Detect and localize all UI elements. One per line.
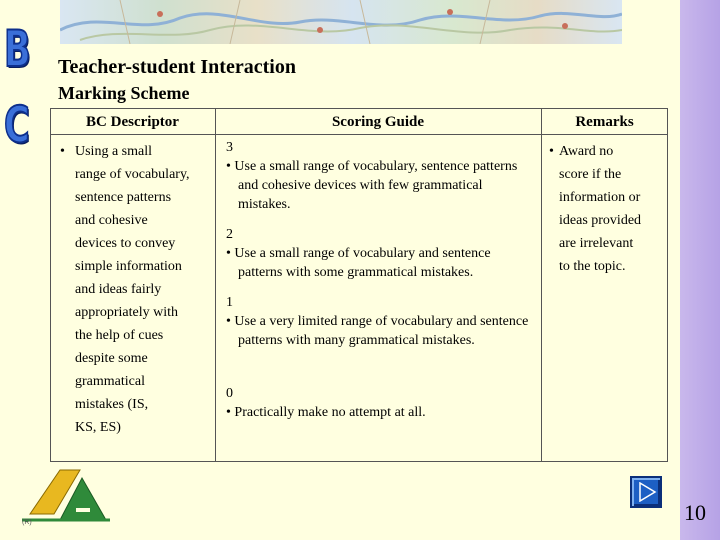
remarks-line: Award no bbox=[559, 144, 614, 159]
score-value: 1 bbox=[226, 295, 233, 310]
score-description: • Use a very limited range of vocabulary and sentence patterns with many grammatical mistakes. bbox=[226, 314, 529, 348]
page-number: 10 bbox=[684, 500, 706, 525]
descriptor-line: simple information bbox=[75, 259, 182, 274]
score-level-2 bbox=[226, 225, 536, 282]
next-slide-button[interactable] bbox=[630, 476, 662, 508]
bullet: • bbox=[549, 144, 554, 159]
bullet: • bbox=[60, 144, 65, 159]
remarks-line: score if the bbox=[559, 167, 622, 182]
decorative-side-strip bbox=[680, 0, 720, 540]
remarks-first-line bbox=[549, 144, 613, 159]
descriptor-line: KS, ES) bbox=[75, 420, 121, 435]
header-bc-descriptor: BC Descriptor bbox=[86, 114, 179, 130]
play-icon bbox=[637, 482, 657, 502]
descriptor-line: appropriately with bbox=[75, 305, 179, 320]
descriptor-line: grammatical bbox=[75, 374, 145, 389]
remarks-line: to the topic. bbox=[559, 259, 626, 274]
table-divider bbox=[215, 108, 216, 462]
score-level-1 bbox=[226, 293, 536, 350]
letter-b: B bbox=[4, 20, 31, 78]
descriptor-line: and ideas fairly bbox=[75, 282, 162, 297]
score-level-3 bbox=[226, 138, 536, 214]
score-description: • Practically make no attempt at all. bbox=[226, 405, 426, 420]
score-description: • Use a small range of vocabulary and sentence patterns with some grammatical mistakes. bbox=[226, 246, 491, 280]
score-value: 3 bbox=[226, 140, 233, 155]
descriptor-line: sentence patterns bbox=[75, 190, 172, 205]
descriptor-line: range of vocabulary, bbox=[75, 167, 190, 182]
score-value: 0 bbox=[226, 386, 233, 401]
score-level-0 bbox=[226, 384, 536, 422]
descriptor-first-line bbox=[60, 144, 152, 159]
descriptor-line: devices to convey bbox=[75, 236, 176, 251]
logo-mark: (R) bbox=[22, 519, 32, 526]
descriptor-line: Using a small bbox=[75, 144, 152, 159]
descriptor-cell bbox=[60, 140, 212, 439]
header-remarks: Remarks bbox=[575, 114, 634, 130]
remarks-line: ideas provided bbox=[559, 213, 642, 228]
score-value: 2 bbox=[226, 227, 233, 242]
descriptor-line: despite some bbox=[75, 351, 148, 366]
page-title: Teacher-student Interaction bbox=[58, 56, 296, 78]
map-banner-image bbox=[60, 0, 622, 44]
table-header-divider bbox=[50, 134, 668, 135]
score-description: • Use a small range of vocabulary, sentence patterns and cohesive devices with few grammatical mistakes. bbox=[226, 159, 518, 212]
ea-logo bbox=[20, 464, 112, 526]
page-subtitle: Marking Scheme bbox=[58, 83, 190, 103]
descriptor-line: and cohesive bbox=[75, 213, 148, 228]
descriptor-line: the help of cues bbox=[75, 328, 164, 343]
table-divider bbox=[541, 108, 542, 462]
header-scoring-guide: Scoring Guide bbox=[331, 114, 425, 130]
descriptor-line: mistakes (IS, bbox=[75, 397, 149, 412]
remarks-cell bbox=[549, 140, 667, 278]
remarks-line: information or bbox=[559, 190, 641, 205]
remarks-line: are irrelevant bbox=[559, 236, 634, 251]
letter-c: C bbox=[4, 96, 30, 154]
